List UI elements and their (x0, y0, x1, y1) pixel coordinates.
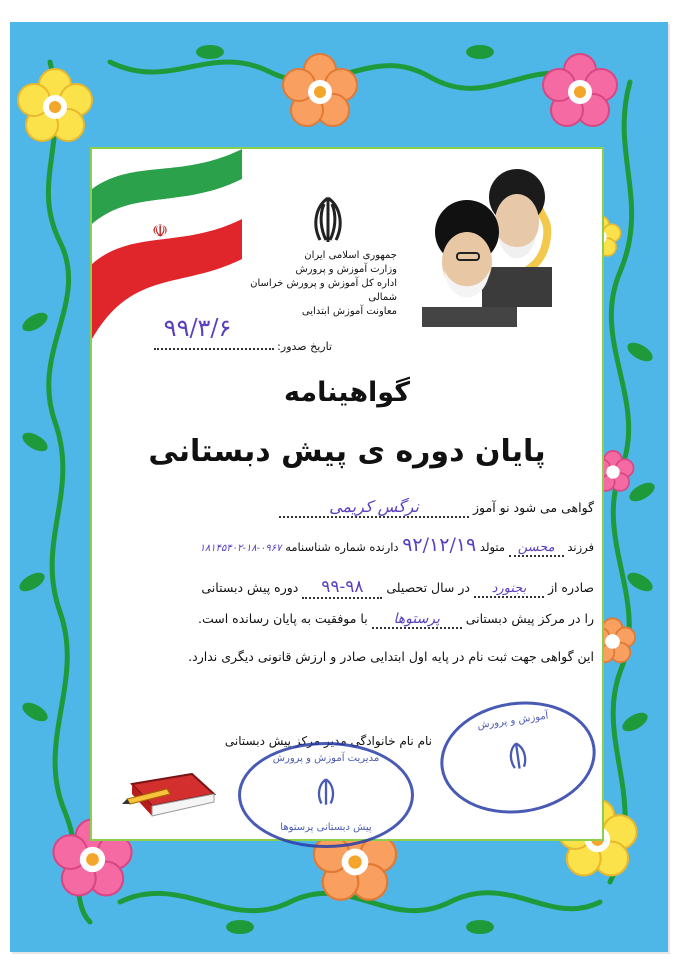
child-of-label: فرزند (567, 540, 594, 554)
iran-emblem-icon (501, 739, 535, 773)
student-intro-text: گواهی می شود نو آموز (473, 500, 594, 515)
stamp-text: مدیریت آموزش و پرورش (272, 753, 380, 764)
org-line: جمهوری اسلامی ایران (304, 250, 397, 261)
stamp-text: آموزش و پرورش (476, 710, 550, 732)
svg-text:☫: ☫ (152, 221, 169, 242)
flag-icon (92, 149, 252, 339)
center-suffix: با موفقیت به پایان رسانده است. (198, 611, 368, 626)
flower-icon (10, 62, 100, 152)
iran-emblem-icon (311, 777, 341, 807)
issued-from-value: بجنورد (491, 581, 527, 596)
stamp-text: پیش دبستانی پرستوها (280, 822, 372, 833)
signature-label: نام نام خانوادگی مدیر مرکز پیش دبستانی (224, 734, 432, 748)
portrait-icon (422, 157, 552, 327)
school-year-label: در سال تحصیلی (386, 580, 470, 595)
book-pencil-icon (122, 764, 222, 824)
flower-icon (275, 47, 365, 137)
center-prefix: را در مرکز پیش دبستانی (465, 611, 594, 626)
issue-date-label: تاریخ صدور: (277, 340, 332, 353)
birth-date: ۹۲/۱۲/۱۹ (402, 534, 477, 556)
course-label: دوره پیش دبستانی (201, 580, 299, 595)
father-name: محسن (517, 540, 555, 555)
id-label: دارنده شماره شناسنامه (285, 540, 399, 554)
org-line: وزارت آموزش و پرورش (295, 264, 397, 275)
certificate-subtitle: پایان دوره ی پیش دبستانی (148, 434, 546, 469)
student-name: نرگس کریمی (329, 497, 419, 516)
center-name: پرستوها (393, 611, 440, 627)
id-number: ۰۹۶۷-۱۸-۱۸۱۴۵۴۰۲ (199, 543, 282, 554)
org-line: اداره کل آموزش و پرورش خراسان شمالی (250, 278, 397, 303)
certificate-background (10, 22, 668, 952)
iran-emblem-icon (302, 194, 354, 246)
school-year-value: ۹۹-۹۸ (321, 577, 364, 597)
issued-from-label: صادره از (547, 580, 594, 595)
flower-icon (535, 47, 625, 137)
org-line: معاونت آموزش ابتدایی (301, 306, 397, 317)
issue-date-value: ۹۹/۳/۶ (163, 314, 232, 342)
official-stamp-left (238, 742, 414, 848)
certificate-title: گواهینامه (284, 377, 410, 408)
legal-note: این گواهی جهت ثبت نام در پایه اول ابتدایی صادر و ارزش قانونی دیگری ندارد. (188, 649, 594, 664)
born-label: متولد (479, 540, 506, 554)
